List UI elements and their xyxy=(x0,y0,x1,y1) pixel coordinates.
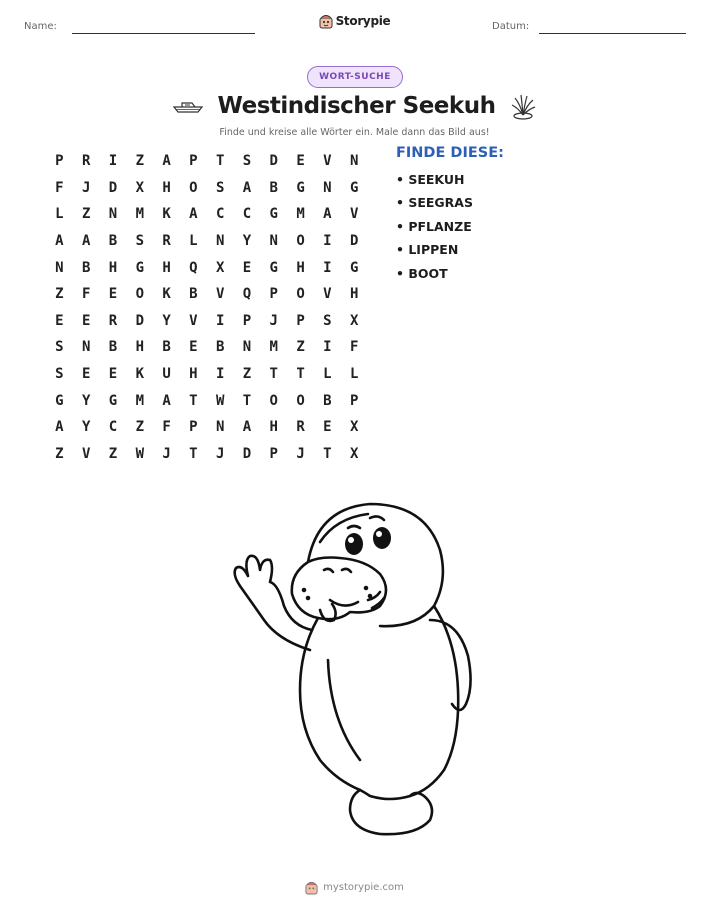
grid-letter: E xyxy=(81,366,91,383)
grid-letter: D xyxy=(349,233,359,250)
grid-letter: H xyxy=(162,179,171,196)
grid-letter: T xyxy=(296,366,305,383)
manatee-illustration xyxy=(220,490,500,850)
instructions: Finde und kreise alle Wörter ein. Male dann das Bild aus! xyxy=(219,127,490,138)
word-item: • BOOT xyxy=(396,265,448,281)
grid-letter: T xyxy=(189,445,198,462)
grid-letter: V xyxy=(81,445,91,462)
grid-letter: M xyxy=(135,392,144,409)
name-line xyxy=(72,33,255,34)
grid-letter: N xyxy=(269,233,278,250)
grid-letter: S xyxy=(55,339,64,356)
grid-letter: O xyxy=(296,233,305,250)
grid-letter: P xyxy=(349,392,359,409)
storypie-logo-icon xyxy=(305,880,318,895)
grid-letter: A xyxy=(189,206,198,223)
grid-letter: Z xyxy=(296,339,305,356)
grid-letter: H xyxy=(269,419,278,436)
grid-letter: A xyxy=(323,206,332,223)
grid-letter: Z xyxy=(108,445,118,462)
grid-letter: S xyxy=(242,153,252,170)
grid-letter: R xyxy=(296,419,305,436)
grid-letter: F xyxy=(349,339,359,356)
grid-letter: J xyxy=(81,179,91,196)
grid-letter: K xyxy=(162,206,171,223)
grid-letter: S xyxy=(215,179,225,196)
grid-letter: I xyxy=(215,312,225,329)
grid-letter: P xyxy=(55,153,64,170)
grid-letter: A xyxy=(162,153,171,170)
grid-letter: L xyxy=(55,206,64,223)
grid-letter: E xyxy=(296,153,305,170)
grid-letter: Z xyxy=(81,206,91,223)
grid-letter: O xyxy=(189,179,198,196)
word-item: • SEEKUH xyxy=(396,172,465,187)
grid-letter: W xyxy=(215,392,225,409)
grid-letter: L xyxy=(349,366,359,383)
grid-letter: M xyxy=(135,206,144,223)
grid-letter: N xyxy=(215,419,225,436)
grid-letter: M xyxy=(296,206,305,223)
grid-letter: G xyxy=(296,179,305,196)
name-label: Name: xyxy=(24,21,57,32)
grid-letter: L xyxy=(189,233,198,250)
grid-letter: T xyxy=(189,392,198,409)
grid-letter: P xyxy=(189,419,198,436)
grid-letter: A xyxy=(55,233,64,250)
word-item: • LIPPEN xyxy=(396,242,459,258)
grid-letter: D xyxy=(242,445,252,462)
brand-logo xyxy=(0,13,709,29)
grid-letter: G xyxy=(349,179,359,196)
grid-letter: H xyxy=(189,366,198,383)
grid-letter: O xyxy=(135,286,144,303)
grid-letter: H xyxy=(108,259,118,276)
grid-letter: T xyxy=(215,153,225,170)
grid-letter: V xyxy=(323,153,332,170)
grid-letter: P xyxy=(269,445,278,462)
grid-letter: B xyxy=(189,286,198,303)
grid-letter: H xyxy=(349,286,359,303)
grid-letter: H xyxy=(135,339,144,356)
grid-letter: I xyxy=(215,366,225,383)
grid-letter: C xyxy=(242,206,252,223)
grid-letter: E xyxy=(108,366,118,383)
grid-letter: Z xyxy=(55,445,64,462)
word-list xyxy=(396,172,473,289)
grid-letter: O xyxy=(296,392,305,409)
grid-letter: Y xyxy=(81,392,91,409)
grid-letter: E xyxy=(242,259,252,276)
grid-letter: A xyxy=(55,419,64,436)
grid-letter: I xyxy=(323,233,332,250)
grid-letter: V xyxy=(323,286,332,303)
grid-letter: O xyxy=(296,286,305,303)
grid-letter: L xyxy=(323,366,332,383)
grid-letter: K xyxy=(135,366,144,383)
grid-letter: G xyxy=(55,392,64,409)
grid-letter: F xyxy=(81,286,91,303)
grid-letter: N xyxy=(108,206,118,223)
grid-letter: G xyxy=(108,392,118,409)
grid-letter: B xyxy=(162,339,171,356)
grid-letter: B xyxy=(81,259,91,276)
grid-letter: R xyxy=(81,153,91,170)
grid-letter: N xyxy=(349,153,359,170)
grid-letter: G xyxy=(269,206,278,223)
grid-letter: I xyxy=(323,339,332,356)
grid-letter: N xyxy=(323,179,332,196)
grid-letter: S xyxy=(55,366,64,383)
grid-letter: F xyxy=(55,179,64,196)
seagrass-icon xyxy=(509,92,537,120)
grid-letter: O xyxy=(269,392,278,409)
grid-letter: J xyxy=(215,445,225,462)
grid-letter: K xyxy=(162,286,171,303)
grid-letter: I xyxy=(108,153,118,170)
grid-letter: U xyxy=(162,366,171,383)
grid-letter: B xyxy=(108,339,118,356)
grid-letter: J xyxy=(269,312,278,329)
find-title: FINDE DIESE: xyxy=(396,145,504,161)
grid-letter: Z xyxy=(242,366,252,383)
footer-url[interactable]: mystorypie.com xyxy=(323,882,404,893)
grid-letter: Y xyxy=(162,312,171,329)
grid-letter: G xyxy=(349,259,359,276)
grid-letter: E xyxy=(81,312,91,329)
grid-letter: Q xyxy=(189,259,198,276)
grid-letter: P xyxy=(269,286,278,303)
title-row xyxy=(0,92,709,120)
grid-letter: Z xyxy=(135,153,144,170)
grid-letter: X xyxy=(215,259,225,276)
boat-icon xyxy=(172,98,204,114)
grid-letter: D xyxy=(135,312,144,329)
grid-letter: D xyxy=(269,153,278,170)
grid-letter: M xyxy=(269,339,278,356)
word-item: • PFLANZE xyxy=(396,218,472,234)
grid-letter: X xyxy=(135,179,144,196)
grid-letter: T xyxy=(269,366,278,383)
grid-letter: B xyxy=(323,392,332,409)
grid-letter: W xyxy=(135,445,144,462)
grid-letter: Q xyxy=(242,286,252,303)
grid-letter: X xyxy=(349,312,359,329)
grid-letter: J xyxy=(162,445,171,462)
grid-letter: V xyxy=(349,206,359,223)
grid-letter: Y xyxy=(81,419,91,436)
grid-letter: E xyxy=(55,312,64,329)
word-item: • SEEGRAS xyxy=(396,195,473,211)
grid-letter: A xyxy=(242,419,252,436)
brand-name: Storypie xyxy=(335,14,391,28)
grid-letter: B xyxy=(108,233,118,250)
grid-letter: X xyxy=(349,419,359,436)
grid-letter: E xyxy=(189,339,198,356)
grid-letter: F xyxy=(162,419,171,436)
grid-letter: P xyxy=(296,312,305,329)
grid-letter: T xyxy=(242,392,252,409)
grid-letter: P xyxy=(189,153,198,170)
grid-letter: V xyxy=(215,286,225,303)
grid-letter: S xyxy=(323,312,332,329)
grid-letter: S xyxy=(135,233,144,250)
storypie-logo-icon xyxy=(319,13,333,29)
grid-letter: C xyxy=(215,206,225,223)
grid-letter: N xyxy=(215,233,225,250)
grid-letter: R xyxy=(108,312,118,329)
grid-letter: N xyxy=(81,339,91,356)
grid-letter: A xyxy=(162,392,171,409)
grid-letter: G xyxy=(269,259,278,276)
date-label: Datum: xyxy=(492,21,530,32)
letter-grid xyxy=(46,148,368,467)
grid-letter: X xyxy=(349,445,359,462)
grid-letter: G xyxy=(135,259,144,276)
grid-letter: N xyxy=(55,259,64,276)
grid-letter: N xyxy=(242,339,252,356)
grid-letter: B xyxy=(269,179,278,196)
word-search-badge: WORT-SUCHE xyxy=(307,66,403,88)
grid-letter: B xyxy=(215,339,225,356)
date-line xyxy=(539,33,686,34)
grid-letter: T xyxy=(323,445,332,462)
grid-letter: E xyxy=(108,286,118,303)
grid-letter: V xyxy=(189,312,198,329)
grid-letter: P xyxy=(242,312,252,329)
grid-letter: H xyxy=(296,259,305,276)
grid-letter: E xyxy=(323,419,332,436)
grid-letter: D xyxy=(108,179,118,196)
grid-letter: I xyxy=(323,259,332,276)
footer xyxy=(0,880,709,895)
grid-letter: Z xyxy=(135,419,144,436)
grid-letter: A xyxy=(81,233,91,250)
grid-letter: R xyxy=(162,233,171,250)
grid-letter: J xyxy=(296,445,305,462)
page-title: Westindischer Seekuh xyxy=(217,93,496,119)
grid-letter: C xyxy=(108,419,118,436)
grid-letter: Z xyxy=(55,286,64,303)
grid-letter: Y xyxy=(242,233,252,250)
grid-letter: H xyxy=(162,259,171,276)
grid-letter: A xyxy=(242,179,252,196)
